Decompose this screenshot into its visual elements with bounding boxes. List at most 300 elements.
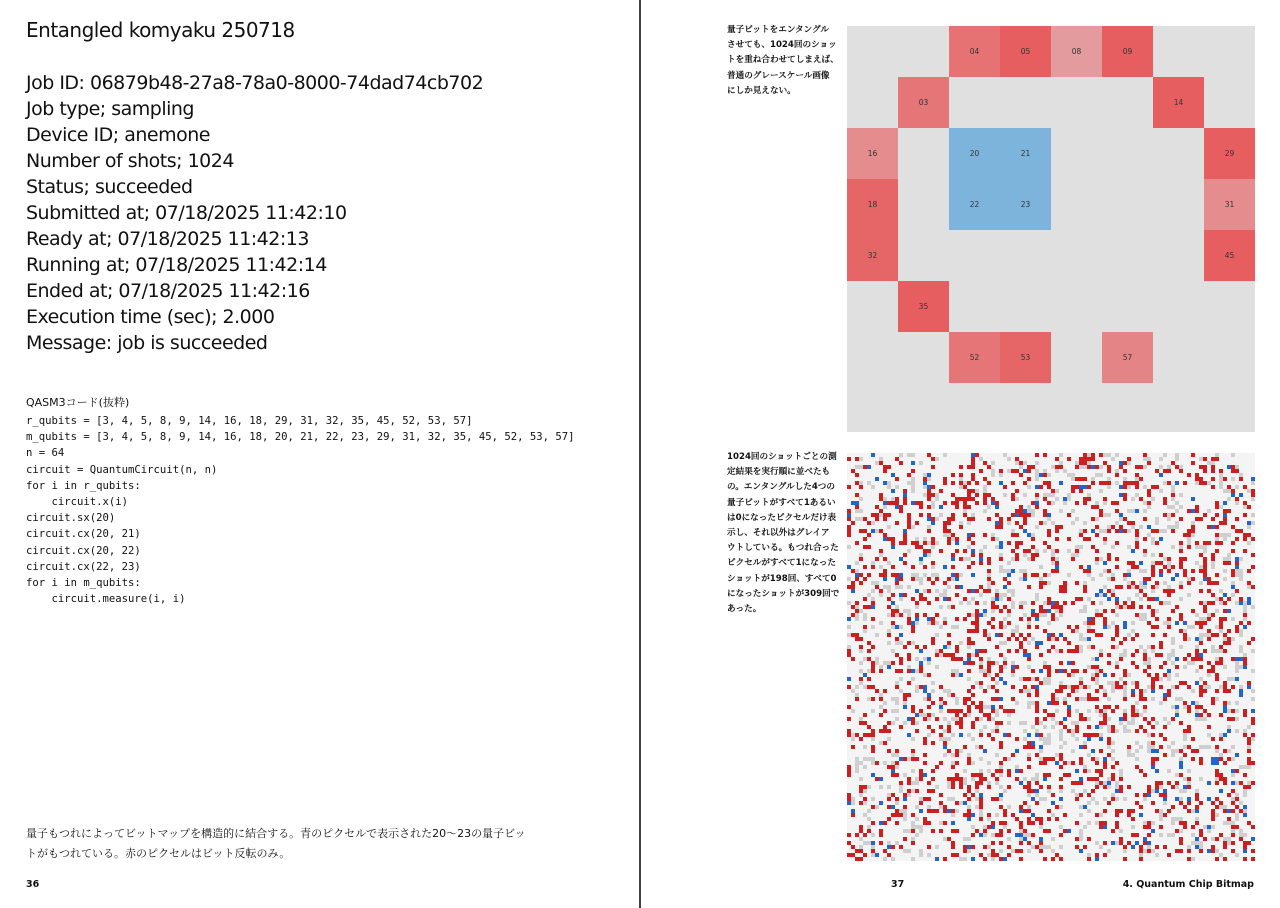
bitmap-pixel xyxy=(1179,773,1183,777)
bitmap-pixel xyxy=(1135,533,1139,537)
bitmap-pixel xyxy=(1051,793,1055,797)
bitmap-pixel xyxy=(907,521,911,525)
bitmap-pixel xyxy=(959,777,963,781)
bitmap-pixel xyxy=(1023,685,1027,689)
bitmap-pixel xyxy=(1039,845,1043,849)
bitmap-pixel xyxy=(855,465,859,469)
bitmap-pixel xyxy=(859,637,863,641)
bitmap-pixel xyxy=(1027,809,1031,813)
bitmap-pixel xyxy=(1095,785,1099,789)
bitmap-pixel xyxy=(1123,529,1127,533)
bitmap-pixel xyxy=(951,709,955,713)
bitmap-pixel xyxy=(1055,605,1059,609)
bitmap-pixel xyxy=(943,701,947,705)
bitmap-pixel xyxy=(1183,629,1187,633)
bitmap-pixel xyxy=(959,857,963,861)
bitmap-pixel xyxy=(895,613,899,617)
bitmap-pixel xyxy=(1199,637,1203,641)
bitmap-pixel xyxy=(971,533,975,537)
bitmap-pixel xyxy=(1067,761,1071,765)
bitmap-pixel xyxy=(983,489,987,493)
bitmap-pixel xyxy=(1167,525,1171,529)
bitmap-pixel xyxy=(951,777,955,781)
bitmap-pixel xyxy=(903,697,907,701)
bitmap-pixel xyxy=(951,553,955,557)
bitmap-pixel xyxy=(1187,849,1191,853)
bitmap-pixel xyxy=(859,457,863,461)
bitmap-pixel xyxy=(1011,633,1015,637)
bitmap-pixel xyxy=(955,801,959,805)
message: Message: job is succeeded xyxy=(26,332,268,354)
bitmap-pixel xyxy=(967,845,971,849)
bitmap-pixel xyxy=(1123,485,1127,489)
bitmap-pixel xyxy=(1015,701,1019,705)
bitmap-pixel xyxy=(1035,501,1039,505)
bitmap-pixel xyxy=(1095,841,1099,845)
bitmap-pixel xyxy=(1247,741,1251,745)
bitmap-pixel xyxy=(1171,637,1175,641)
bitmap-pixel xyxy=(1083,453,1087,457)
bitmap-pixel xyxy=(1059,833,1063,837)
bitmap-pixel xyxy=(923,685,927,689)
bitmap-pixel xyxy=(987,517,991,521)
bitmap-pixel xyxy=(1047,481,1051,485)
bitmap-pixel xyxy=(899,661,903,665)
bitmap-pixel xyxy=(999,521,1003,525)
bitmap-pixel xyxy=(859,661,863,665)
bitmap-pixel xyxy=(1163,737,1167,741)
side-text-line: 量子ビットをエンタングル xyxy=(727,25,830,35)
bitmap-pixel xyxy=(1103,705,1107,709)
bitmap-pixel xyxy=(923,589,927,593)
bitmap-pixel xyxy=(923,549,927,553)
bitmap-pixel xyxy=(1163,793,1167,797)
bitmap-pixel xyxy=(971,513,975,517)
bitmap-pixel xyxy=(1199,829,1203,833)
bitmap-pixel xyxy=(979,781,983,785)
bitmap-pixel xyxy=(1227,841,1231,845)
bitmap-pixel xyxy=(1163,717,1167,721)
bitmap-pixel xyxy=(1119,777,1123,781)
bitmap-pixel xyxy=(883,505,887,509)
bitmap-pixel xyxy=(1151,685,1155,689)
bitmap-pixel xyxy=(999,653,1003,657)
bitmap-pixel xyxy=(1163,789,1167,793)
bitmap-pixel xyxy=(1123,649,1127,653)
bitmap-pixel xyxy=(1223,489,1227,493)
bitmap-pixel xyxy=(979,553,983,557)
bitmap-pixel xyxy=(1127,633,1131,637)
bitmap-pixel xyxy=(1075,821,1079,825)
bitmap-pixel xyxy=(995,781,999,785)
bitmap-pixel xyxy=(1083,805,1087,809)
bitmap-pixel xyxy=(927,805,931,809)
bitmap-pixel xyxy=(1027,745,1031,749)
bitmap-pixel xyxy=(1235,793,1239,797)
bitmap-pixel xyxy=(903,501,907,505)
bitmap-pixel xyxy=(895,501,899,505)
bitmap-pixel xyxy=(1151,761,1155,765)
bitmap-pixel xyxy=(1183,557,1187,561)
bitmap-pixel xyxy=(983,669,987,673)
caption-line: 量子もつれによってビットマップを構造的に結合する。青のピクセルで表示された20〜23の量子ビッ xyxy=(26,827,526,840)
bitmap-pixel xyxy=(1223,557,1227,561)
bitmap-pixel xyxy=(855,481,859,485)
bitmap-pixel xyxy=(1187,581,1191,585)
bitmap-pixel xyxy=(1115,481,1119,485)
bitmap-pixel xyxy=(1147,849,1151,853)
bitmap-pixel xyxy=(931,517,935,521)
bitmap-pixel xyxy=(1043,797,1047,801)
bitmap-pixel xyxy=(1055,753,1059,757)
bitmap-pixel xyxy=(899,505,903,509)
bitmap-pixel xyxy=(919,577,923,581)
bitmap-pixel xyxy=(1063,829,1067,833)
bitmap-pixel xyxy=(1003,585,1007,589)
bitmap-pixel xyxy=(1151,569,1155,573)
bitmap-pixel xyxy=(1087,857,1091,861)
bitmap-pixel xyxy=(1103,765,1107,769)
bitmap-pixel xyxy=(995,721,999,725)
bitmap-pixel xyxy=(1007,637,1011,641)
bitmap-pixel xyxy=(847,793,851,797)
bitmap-pixel xyxy=(1187,577,1191,581)
bitmap-pixel xyxy=(867,841,871,845)
bitmap-pixel xyxy=(1175,521,1179,525)
bitmap-pixel xyxy=(1187,797,1191,801)
bitmap-pixel xyxy=(1115,789,1119,793)
bitmap-pixel xyxy=(1179,821,1183,825)
code-line: m_qubits = [3, 4, 5, 8, 9, 14, 16, 18, 20, 21, 22, 23, 29, 31, 32, 35, 45, 52, 53, 57] xyxy=(26,431,575,444)
bitmap-pixel xyxy=(1243,505,1247,509)
bitmap-pixel xyxy=(1115,681,1119,685)
bitmap-pixel xyxy=(1091,777,1095,781)
bitmap-pixel xyxy=(1199,653,1203,657)
bitmap-pixel xyxy=(1227,749,1231,753)
bitmap-pixel xyxy=(1075,485,1079,489)
bitmap-pixel xyxy=(1015,545,1019,549)
bitmap-pixel xyxy=(1243,601,1247,605)
bitmap-pixel xyxy=(891,593,895,597)
bitmap-pixel xyxy=(1103,625,1107,629)
bitmap-pixel xyxy=(1215,745,1219,749)
bitmap-pixel xyxy=(1215,689,1219,693)
bitmap-pixel xyxy=(1143,501,1147,505)
bitmap-pixel xyxy=(971,589,975,593)
bitmap-pixel xyxy=(1087,693,1091,697)
bitmap-pixel xyxy=(1015,665,1019,669)
bitmap-pixel xyxy=(855,693,859,697)
bitmap-pixel xyxy=(899,573,903,577)
bitmap-pixel xyxy=(1207,745,1211,749)
bitmap-pixel xyxy=(1099,633,1103,637)
qubit-cell-21: 21 xyxy=(1000,128,1051,179)
bitmap-pixel xyxy=(943,565,947,569)
bitmap-pixel xyxy=(1175,705,1179,709)
bitmap-pixel xyxy=(891,697,895,701)
bitmap-pixel xyxy=(1119,677,1123,681)
bitmap-pixel xyxy=(1163,481,1167,485)
bitmap-pixel xyxy=(1067,473,1071,477)
bitmap-pixel xyxy=(1147,501,1151,505)
bitmap-pixel xyxy=(1139,769,1143,773)
bitmap-pixel xyxy=(1163,693,1167,697)
bitmap-pixel xyxy=(1015,457,1019,461)
bitmap-pixel xyxy=(883,481,887,485)
bitmap-pixel xyxy=(955,701,959,705)
bitmap-pixel xyxy=(1079,477,1083,481)
bitmap-pixel xyxy=(1179,469,1183,473)
bitmap-pixel xyxy=(939,805,943,809)
bitmap-pixel xyxy=(1187,745,1191,749)
bitmap-pixel xyxy=(975,789,979,793)
bitmap-pixel xyxy=(1107,785,1111,789)
bitmap-pixel xyxy=(907,693,911,697)
side-text-line: は0になったピクセルだけ表 xyxy=(727,512,837,523)
bitmap-pixel xyxy=(911,841,915,845)
bitmap-pixel xyxy=(967,545,971,549)
bitmap-pixel xyxy=(983,609,987,613)
bitmap-pixel xyxy=(1115,529,1119,533)
bitmap-pixel xyxy=(1075,501,1079,505)
bitmap-pixel xyxy=(1083,477,1087,481)
bitmap-pixel xyxy=(1123,573,1127,577)
bitmap-pixel xyxy=(915,721,919,725)
bitmap-pixel xyxy=(1087,801,1091,805)
bitmap-pixel xyxy=(1183,637,1187,641)
bitmap-pixel xyxy=(939,549,943,553)
bitmap-pixel xyxy=(1155,749,1159,753)
bitmap-pixel xyxy=(1139,849,1143,853)
bitmap-pixel xyxy=(1095,561,1099,565)
bitmap-pixel xyxy=(991,601,995,605)
bitmap-pixel xyxy=(1199,545,1203,549)
bitmap-pixel xyxy=(999,849,1003,853)
bitmap-pixel xyxy=(1103,461,1107,465)
bitmap-pixel xyxy=(1167,809,1171,813)
bitmap-pixel xyxy=(1079,777,1083,781)
bitmap-pixel xyxy=(1139,693,1143,697)
bitmap-pixel xyxy=(879,729,883,733)
bitmap-pixel xyxy=(1027,693,1031,697)
bitmap-pixel xyxy=(1127,529,1131,533)
bitmap-pixel xyxy=(1247,525,1251,529)
bitmap-pixel xyxy=(871,521,875,525)
bitmap-pixel xyxy=(1083,609,1087,613)
bitmap-pixel xyxy=(943,741,947,745)
bitmap-pixel xyxy=(975,629,979,633)
bitmap-pixel xyxy=(1043,509,1047,513)
bitmap-pixel xyxy=(995,853,999,857)
bitmap-pixel xyxy=(1055,465,1059,469)
bitmap-pixel xyxy=(1123,713,1127,717)
qubit-cell-52: 52 xyxy=(949,332,1000,383)
bitmap-pixel xyxy=(979,777,983,781)
bitmap-pixel xyxy=(1175,665,1179,669)
bitmap-pixel xyxy=(1159,653,1163,657)
bitmap-pixel xyxy=(995,697,999,701)
bitmap-pixel xyxy=(951,669,955,673)
bitmap-pixel xyxy=(1027,533,1031,537)
bitmap-pixel xyxy=(1243,625,1247,629)
bitmap-pixel xyxy=(1203,837,1207,841)
bitmap-pixel xyxy=(943,529,947,533)
bitmap-pixel xyxy=(891,813,895,817)
bitmap-pixel xyxy=(975,481,979,485)
bitmap-pixel xyxy=(943,501,947,505)
bitmap-pixel xyxy=(871,601,875,605)
bitmap-pixel xyxy=(1139,813,1143,817)
bitmap-pixel xyxy=(1099,573,1103,577)
bitmap-pixel xyxy=(1087,725,1091,729)
bitmap-pixel xyxy=(1235,797,1239,801)
bitmap-pixel xyxy=(955,573,959,577)
bitmap-pixel xyxy=(1051,613,1055,617)
bitmap-pixel xyxy=(971,761,975,765)
bitmap-pixel xyxy=(847,585,851,589)
bitmap-pixel xyxy=(983,485,987,489)
bitmap-pixel xyxy=(879,497,883,501)
bitmap-pixel xyxy=(935,597,939,601)
bitmap-pixel xyxy=(1019,769,1023,773)
bitmap-pixel xyxy=(1239,629,1243,633)
bitmap-pixel xyxy=(1019,849,1023,853)
bitmap-pixel xyxy=(883,709,887,713)
bitmap-pixel xyxy=(1227,637,1231,641)
bitmap-pixel xyxy=(1243,789,1247,793)
bitmap-pixel xyxy=(931,741,935,745)
bitmap-pixel xyxy=(1203,717,1207,721)
bitmap-pixel xyxy=(1215,525,1219,529)
bitmap-pixel xyxy=(1011,601,1015,605)
bitmap-pixel xyxy=(907,653,911,657)
bitmap-pixel xyxy=(1251,489,1255,493)
bitmap-pixel xyxy=(1159,825,1163,829)
bitmap-pixel xyxy=(1011,813,1015,817)
bitmap-pixel xyxy=(1023,529,1027,533)
bitmap-pixel xyxy=(1151,801,1155,805)
bitmap-pixel xyxy=(863,765,867,769)
bitmap-pixel xyxy=(855,685,859,689)
bitmap-pixel xyxy=(1107,453,1111,457)
bitmap-pixel xyxy=(1179,829,1183,833)
bitmap-pixel xyxy=(1235,669,1239,673)
bitmap-pixel xyxy=(1159,785,1163,789)
bitmap-pixel xyxy=(1031,845,1035,849)
bitmap-pixel xyxy=(991,685,995,689)
bitmap-pixel xyxy=(963,497,967,501)
bitmap-pixel xyxy=(1155,785,1159,789)
bitmap-pixel xyxy=(1167,617,1171,621)
bitmap-pixel xyxy=(967,641,971,645)
bitmap-pixel xyxy=(983,533,987,537)
bitmap-pixel xyxy=(1003,825,1007,829)
bitmap-pixel xyxy=(927,541,931,545)
bitmap-pixel xyxy=(1043,613,1047,617)
bitmap-pixel xyxy=(1207,829,1211,833)
bitmap-pixel xyxy=(951,605,955,609)
bitmap-pixel xyxy=(1083,521,1087,525)
bitmap-pixel xyxy=(1175,749,1179,753)
bitmap-pixel xyxy=(1031,745,1035,749)
bitmap-pixel xyxy=(1047,545,1051,549)
bitmap-pixel xyxy=(999,741,1003,745)
bitmap-pixel xyxy=(1007,521,1011,525)
bitmap-pixel xyxy=(999,721,1003,725)
bitmap-pixel xyxy=(927,485,931,489)
bitmap-pixel xyxy=(1079,837,1083,841)
bitmap-pixel xyxy=(1075,781,1079,785)
bitmap-pixel xyxy=(1011,481,1015,485)
bitmap-pixel xyxy=(1047,637,1051,641)
bitmap-pixel xyxy=(963,485,967,489)
bitmap-pixel xyxy=(883,741,887,745)
bitmap-pixel xyxy=(1107,737,1111,741)
bitmap-pixel xyxy=(855,457,859,461)
bitmap-pixel xyxy=(919,669,923,673)
bitmap-pixel xyxy=(1003,661,1007,665)
bitmap-pixel xyxy=(1211,461,1215,465)
bitmap-pixel xyxy=(1199,625,1203,629)
bitmap-pixel xyxy=(1023,689,1027,693)
bitmap-pixel xyxy=(887,729,891,733)
bitmap-pixel xyxy=(903,849,907,853)
bitmap-pixel xyxy=(871,625,875,629)
bitmap-pixel xyxy=(1143,585,1147,589)
bitmap-pixel xyxy=(1171,649,1175,653)
bitmap-pixel xyxy=(971,793,975,797)
bitmap-pixel xyxy=(1099,465,1103,469)
bitmap-pixel xyxy=(1035,453,1039,457)
bitmap-pixel xyxy=(879,509,883,513)
bitmap-pixel xyxy=(1179,765,1183,769)
bitmap-pixel xyxy=(1223,641,1227,645)
bitmap-pixel xyxy=(871,617,875,621)
bitmap-pixel xyxy=(1187,537,1191,541)
bitmap-pixel xyxy=(967,629,971,633)
bitmap-pixel xyxy=(1019,569,1023,573)
bitmap-pixel xyxy=(1195,645,1199,649)
bitmap-pixel xyxy=(1107,569,1111,573)
bitmap-pixel xyxy=(1127,481,1131,485)
bitmap-pixel xyxy=(1235,825,1239,829)
bitmap-pixel xyxy=(1227,509,1231,513)
bitmap-pixel xyxy=(891,473,895,477)
bitmap-pixel xyxy=(895,609,899,613)
bitmap-pixel xyxy=(1223,777,1227,781)
bitmap-pixel xyxy=(863,597,867,601)
bitmap-pixel xyxy=(939,605,943,609)
bitmap-pixel xyxy=(1203,541,1207,545)
bitmap-pixel xyxy=(1043,609,1047,613)
bitmap-pixel xyxy=(847,841,851,845)
bitmap-pixel xyxy=(1079,681,1083,685)
bitmap-pixel xyxy=(1227,629,1231,633)
bitmap-pixel xyxy=(1207,669,1211,673)
bitmap-pixel xyxy=(1135,593,1139,597)
bitmap-pixel xyxy=(983,833,987,837)
bitmap-pixel xyxy=(1023,829,1027,833)
bitmap-pixel xyxy=(1047,665,1051,669)
bitmap-pixel xyxy=(1099,769,1103,773)
bitmap-pixel xyxy=(931,689,935,693)
bitmap-pixel xyxy=(1027,765,1031,769)
bitmap-pixel xyxy=(979,649,983,653)
bitmap-pixel xyxy=(1167,853,1171,857)
bitmap-pixel xyxy=(887,485,891,489)
bitmap-pixel xyxy=(935,857,939,861)
bitmap-pixel xyxy=(1223,781,1227,785)
